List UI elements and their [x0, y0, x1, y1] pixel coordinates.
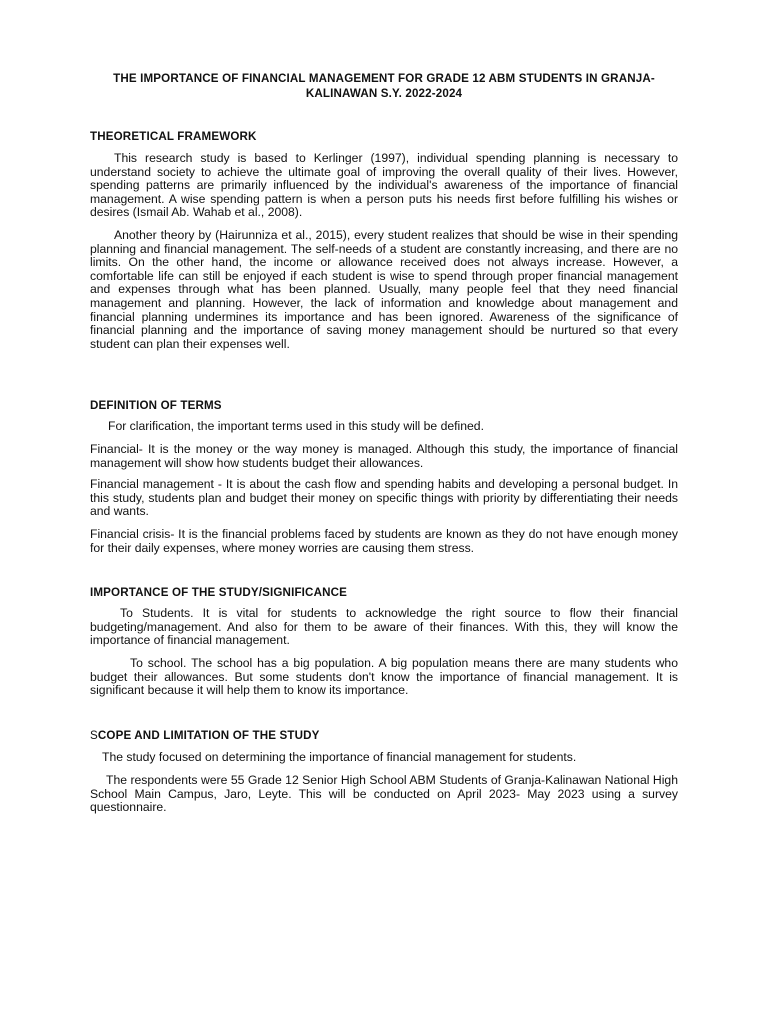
importance-to-students: To Students. It is vital for students to acknowledge the right source to flow their financial budgeting/management. And also for them to be aware of their finances. With this, they will know the importance of financial management. [90, 606, 678, 648]
heading-theoretical-framework: THEORETICAL FRAMEWORK [90, 130, 257, 143]
definition-financial-management: Financial management - It is about the cash flow and spending habits and developing a personal budget. In this study, students plan and budget their money on specific things with priority by differentiating their needs and wants. [90, 477, 678, 519]
importance-to-school: To school. The school has a big population. A big population means there are many students who budget their allowances. But some students don't know the importance of financial management. It is significant because it will help them to know its importance. [90, 656, 678, 698]
theoretical-paragraph-1: This research study is based to Kerlinger (1997), individual spending planning is necessary to understand society to achieve the ultimate goal of improving the overall quality of their lives. However, spending patterns are primarily influenced by the individual's awareness of the importance of financial management. A wise spending pattern is when a person puts his needs first before fulfilling his wishes or desires (Ismail Ab. Wahab et al., 2008). [90, 151, 678, 220]
document-title: THE IMPORTANCE OF FINANCIAL MANAGEMENT FOR GRADE 12 ABM STUDENTS IN GRANJA-KALINAWAN S.Y. 2022-2024 [113, 72, 655, 100]
scope-paragraph-1: The study focused on determining the importance of financial management for students. [102, 750, 577, 764]
definition-intro: For clarification, the important terms used in this study will be defined. [108, 419, 484, 433]
heading-scope-and-limitation [90, 729, 320, 743]
theoretical-paragraph-2: Another theory by (Hairunniza et al., 2015), every student realizes that should be wise in their spending planning and financial management. The self-needs of a student are constantly increasing, and there are no limits. On the other hand, the income or allowance received does not always increase. However, a comfortable life can still be enjoyed if each student is wise to spend through proper financial management and expenses through what has been planned. Usually, many people feel that they need financial management and planning. However, the lack of information and knowledge about management and financial planning undermines its importance and has been ignored. Awareness of the significance of financial planning and the importance of saving money management should be nurtured so that every student can plan their expenses well. [90, 228, 678, 351]
heading-scope-first-letter: S [90, 729, 98, 742]
heading-definition-of-terms: DEFINITION OF TERMS [90, 399, 222, 412]
scope-paragraph-2: The respondents were 55 Grade 12 Senior High School ABM Students of Granja-Kalinawan National High School Main Campus, Jaro, Leyte. This will be conducted on April 2023- May 2023 using a survey questionnaire. [90, 773, 678, 815]
heading-scope-rest: COPE AND LIMITATION OF THE STUDY [97, 729, 320, 742]
heading-importance-of-study: IMPORTANCE OF THE STUDY/SIGNIFICANCE [90, 586, 348, 599]
definition-financial-crisis: Financial crisis- It is the financial problems faced by students are known as they do not have enough money for their daily expenses, where money worries are causing them stress. [90, 527, 678, 555]
definition-financial: Financial- It is the money or the way money is managed. Although this study, the importance of financial management will show how students budget their allowances. [90, 442, 678, 470]
